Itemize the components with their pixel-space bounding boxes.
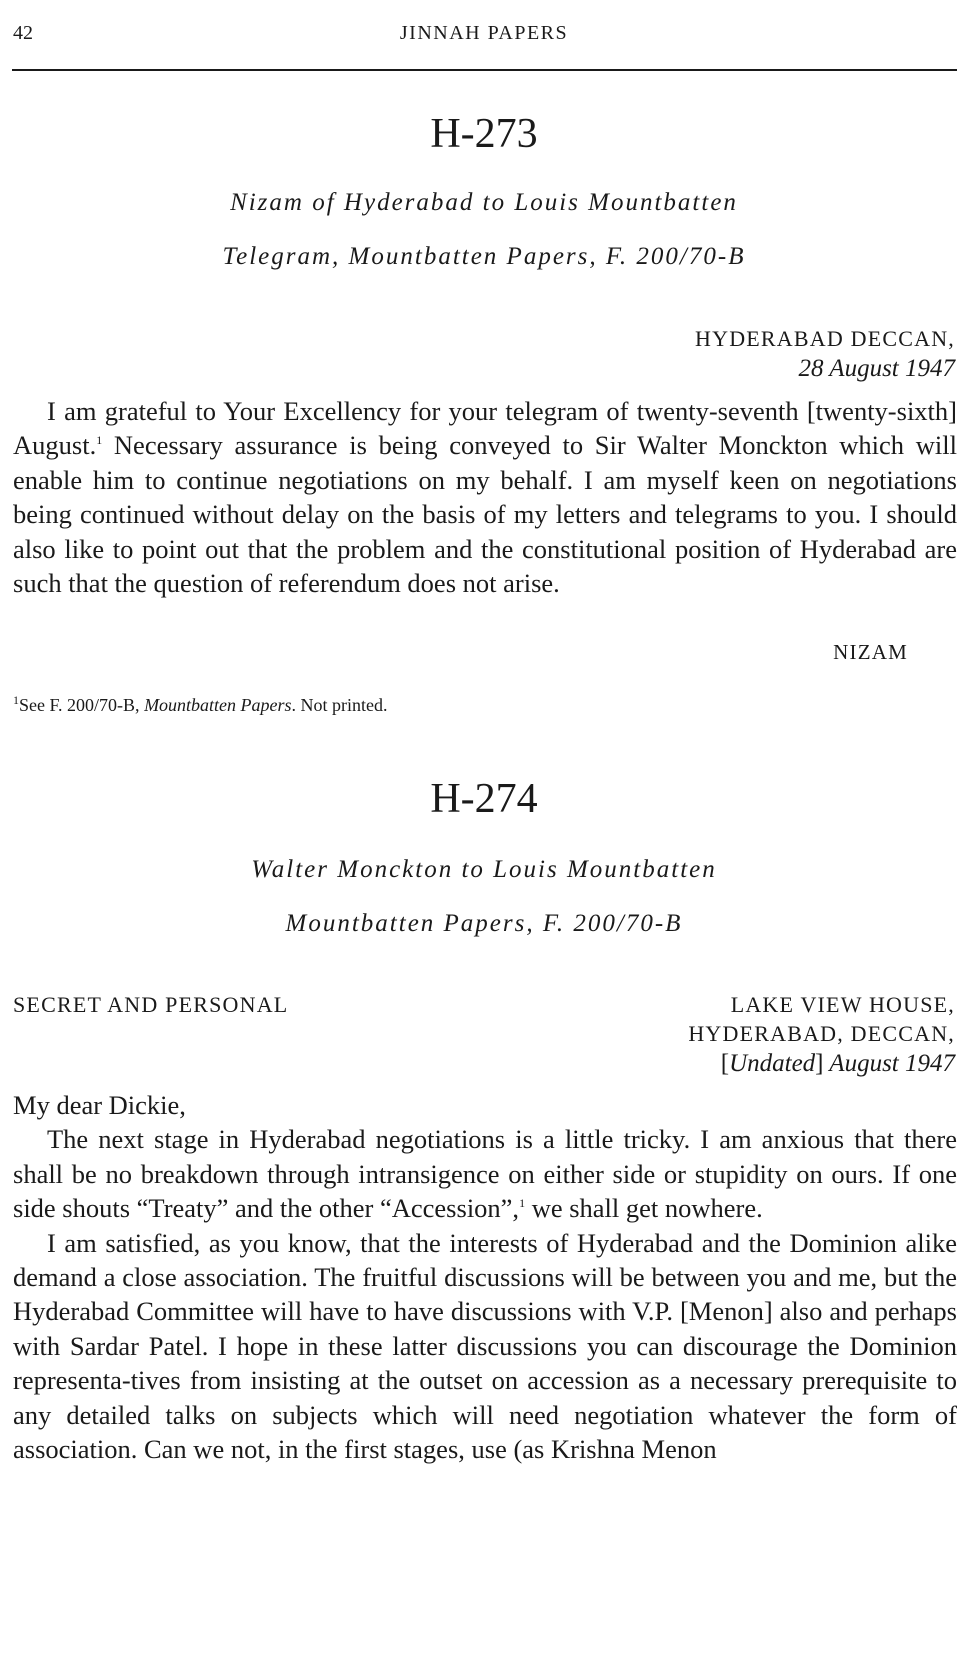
doc2-address-line1: LAKE VIEW HOUSE,	[730, 992, 955, 1017]
doc2-para2: I am satisfied, as you know, that the interests of Hyderabad and the Dominion alike demand a close association. The fruitful discussions will be between you and me, but the Hyderabad Committee will have to have discussions with V.P. [Menon] also and perhaps with Sardar Patel. I hope in these latter discussions you can discourage the Dominion representa-tives from insisting at the outset on accession as a necessary prerequisite to any detailed talks on subjects which will need negotiation whatever the form of association. Can we not, in the first stages, use (as Krishna Menon	[13, 1227, 957, 1465]
running-title: JINNAH PAPERS	[399, 22, 569, 44]
doc1-signature: NIZAM	[833, 640, 908, 664]
doc2-para1: The next stage in Hyderabad negotiations is a little tricky. I am anxious that there shall be no breakdown through intransigence on either side or stupidity on ours. If one side shouts “Treaty” and the other “Accession”,$^1$ we shall get nowhere.	[13, 1124, 957, 1224]
doc1-id: H-273	[430, 111, 538, 157]
page-number: 42	[13, 22, 33, 44]
doc2-id: H-274	[430, 776, 538, 822]
doc2-salutation: My dear Dickie,	[13, 1090, 186, 1120]
doc2-address-line2: HYDERABAD, DECCAN,	[688, 1021, 955, 1046]
doc1-place: HYDERABAD DECCAN,	[695, 326, 955, 351]
doc1-footnote: $^1$See F. 200/70-B, Mountbatten Papers. Not printed.	[13, 693, 388, 715]
doc2-source: Mountbatten Papers, F. 200/70-B	[285, 910, 683, 937]
doc1-source: Telegram, Mountbatten Papers, F. 200/70-B	[222, 243, 746, 270]
doc2-date: [Undated] August 1947	[720, 1050, 955, 1077]
doc2-classification: SECRET AND PERSONAL	[13, 992, 289, 1017]
doc2-from-to: Walter Monckton to Louis Mountbatten	[251, 856, 717, 883]
doc1-body: I am grateful to Your Excellency for your telegram of twenty-seventh [twenty-sixth] August.$^1$ Necessary assurance is being conveyed to Sir Walter Monckton which will enable him to continue negotiations on my behalf. I am myself keen on negotiations being continued without delay on the basis of my letters and telegrams to you. I should also like to point out that the problem and the constitutional position of Hyderabad are such that the question of referendum does not arise.	[13, 396, 957, 599]
doc2-body	[13, 1088, 957, 1466]
doc1-from-to: Nizam of Hyderabad to Louis Mountbatten	[230, 189, 738, 216]
doc1-note-ref: 1	[96, 433, 103, 448]
header-rule	[12, 69, 957, 71]
doc1-date: 28 August 1947	[798, 355, 955, 382]
